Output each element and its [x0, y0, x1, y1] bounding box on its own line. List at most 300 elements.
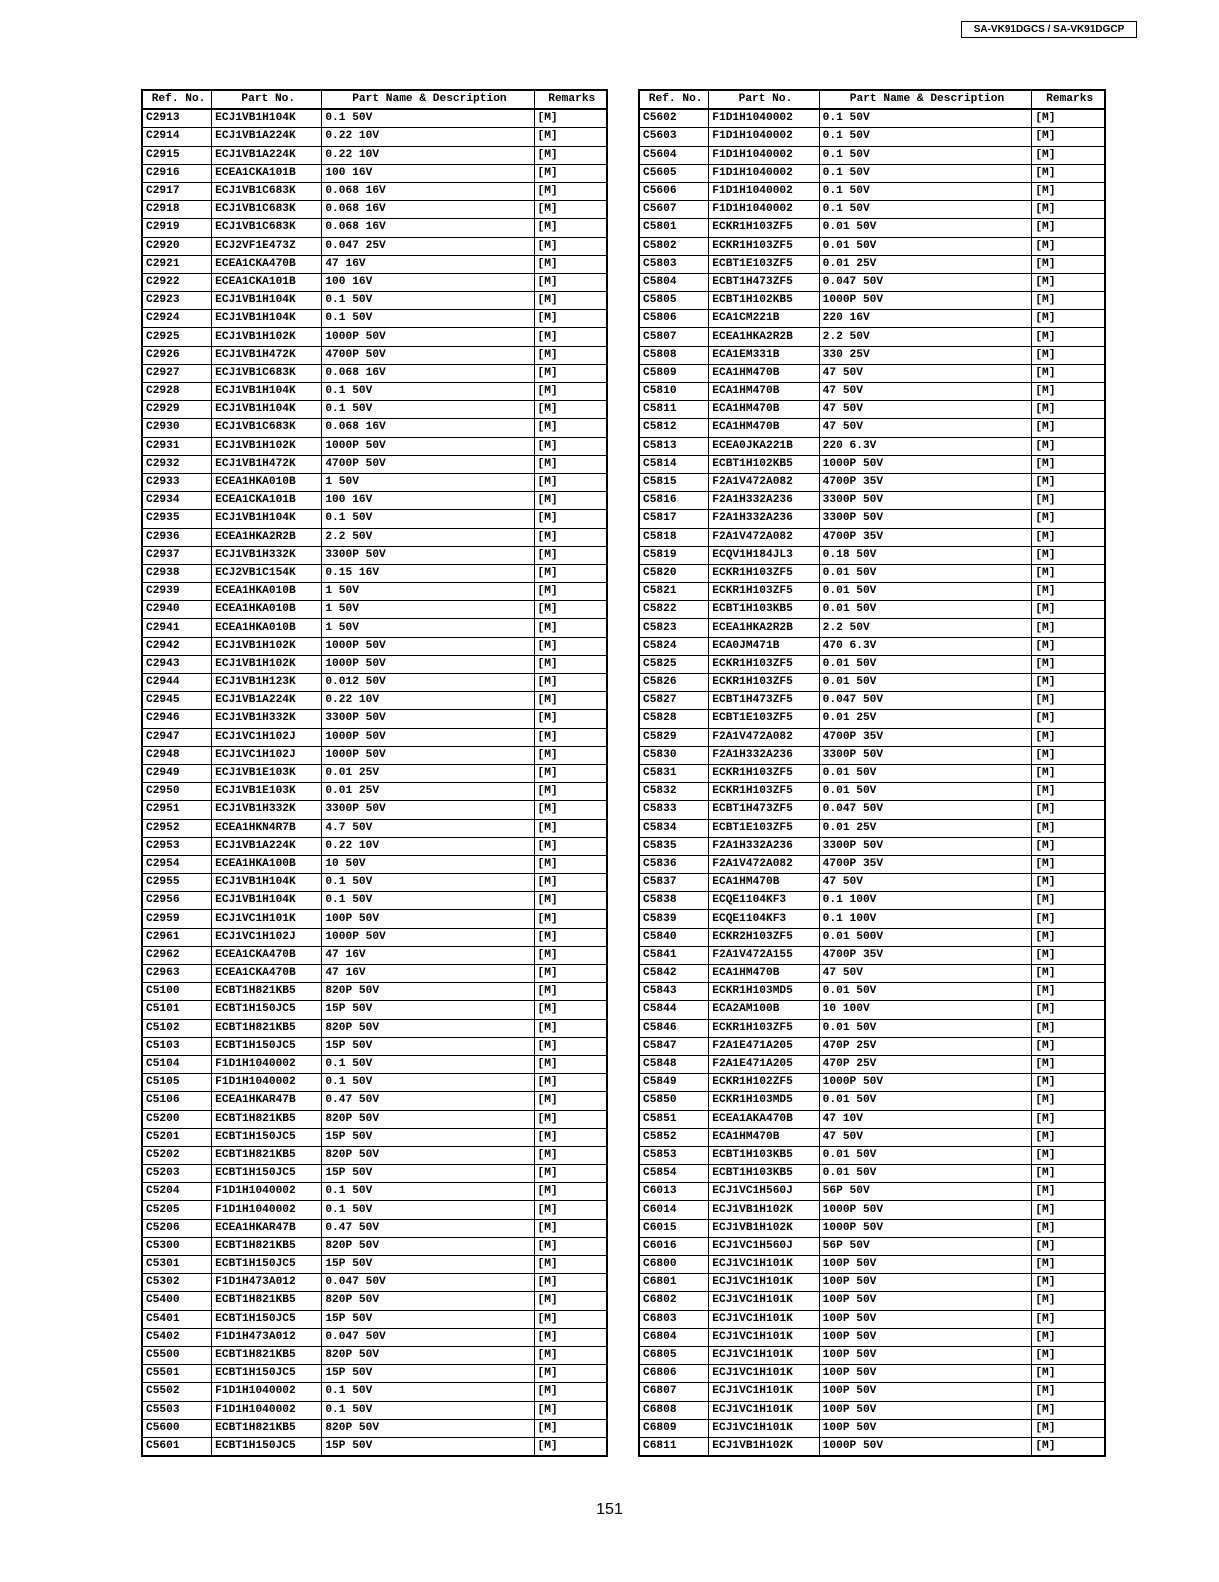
- part-no-cell: ECA1CM221B: [709, 310, 819, 328]
- part-no-cell: ECJ1VB1C683K: [212, 182, 322, 200]
- ref-no-cell: C2932: [142, 455, 212, 473]
- ref-no-cell: C2918: [142, 201, 212, 219]
- part-no-cell: ECBT1H150JC5: [212, 1037, 322, 1055]
- description-cell: 0.068 16V: [322, 364, 534, 382]
- table-row: [639, 328, 1105, 346]
- table-row: [639, 837, 1105, 855]
- remarks-cell: [M]: [534, 928, 607, 946]
- description-cell: 0.1 50V: [322, 1183, 534, 1201]
- parts-table-left: [141, 89, 608, 1457]
- part-no-cell: ECBT1H821KB5: [212, 1146, 322, 1164]
- table-row: [142, 910, 607, 928]
- remarks-cell: [M]: [534, 383, 607, 401]
- description-cell: 470P 25V: [819, 1055, 1032, 1073]
- description-cell: 0.1 50V: [322, 1201, 534, 1219]
- remarks-cell: [M]: [1032, 910, 1105, 928]
- table-row: [639, 1092, 1105, 1110]
- part-no-cell: ECEA1CKA470B: [212, 965, 322, 983]
- ref-no-cell: C2945: [142, 692, 212, 710]
- ref-no-cell: C2913: [142, 109, 212, 128]
- table-row: [639, 201, 1105, 219]
- remarks-cell: [M]: [534, 164, 607, 182]
- page-number: 151: [596, 1501, 623, 1518]
- description-cell: 4700P 35V: [819, 728, 1032, 746]
- table-row: [639, 783, 1105, 801]
- description-cell: 0.01 50V: [819, 764, 1032, 782]
- table-row: [142, 455, 607, 473]
- part-no-cell: ECJ1VB1E103K: [212, 783, 322, 801]
- description-cell: 100P 50V: [819, 1401, 1032, 1419]
- ref-no-cell: C5829: [639, 728, 709, 746]
- remarks-cell: [M]: [534, 401, 607, 419]
- ref-no-cell: C6805: [639, 1346, 709, 1364]
- table-row: [142, 328, 607, 346]
- part-no-cell: ECJ1VB1H102K: [709, 1219, 819, 1237]
- remarks-cell: [M]: [1032, 1055, 1105, 1073]
- part-no-cell: ECJ2VB1C154K: [212, 564, 322, 582]
- remarks-cell: [M]: [534, 146, 607, 164]
- remarks-cell: [M]: [1032, 783, 1105, 801]
- description-cell: 0.01 50V: [819, 783, 1032, 801]
- part-no-cell: ECQE1104KF3: [709, 910, 819, 928]
- ref-no-cell: C5841: [639, 946, 709, 964]
- table-row: [142, 1001, 607, 1019]
- table-row: [639, 419, 1105, 437]
- ref-no-cell: C6800: [639, 1256, 709, 1274]
- ref-no-cell: C2937: [142, 546, 212, 564]
- ref-no-cell: C2917: [142, 182, 212, 200]
- description-cell: 1000P 50V: [322, 328, 534, 346]
- remarks-cell: [M]: [1032, 219, 1105, 237]
- ref-no-cell: C2933: [142, 473, 212, 491]
- ref-no-cell: C5606: [639, 182, 709, 200]
- ref-no-cell: C2919: [142, 219, 212, 237]
- remarks-cell: [M]: [534, 892, 607, 910]
- part-no-cell: ECKR1H103ZF5: [709, 564, 819, 582]
- ref-no-cell: C5600: [142, 1419, 212, 1437]
- ref-no-cell: C5807: [639, 328, 709, 346]
- table-row: [639, 401, 1105, 419]
- table-row: [639, 546, 1105, 564]
- remarks-cell: [M]: [1032, 182, 1105, 200]
- table-row: [639, 801, 1105, 819]
- remarks-cell: [M]: [534, 1001, 607, 1019]
- ref-no-cell: C5848: [639, 1055, 709, 1073]
- part-no-cell: ECJ1VB1H472K: [212, 455, 322, 473]
- description-cell: 0.047 50V: [322, 1274, 534, 1292]
- ref-no-cell: C5832: [639, 783, 709, 801]
- part-no-cell: ECJ1VB1C683K: [212, 219, 322, 237]
- description-cell: 0.01 50V: [819, 983, 1032, 1001]
- ref-no-cell: C2942: [142, 637, 212, 655]
- ref-no-cell: C2929: [142, 401, 212, 419]
- ref-no-cell: C5824: [639, 637, 709, 655]
- remarks-cell: [M]: [1032, 946, 1105, 964]
- part-no-cell: ECJ1VB1H102K: [212, 437, 322, 455]
- ref-no-cell: C6014: [639, 1201, 709, 1219]
- part-no-cell: ECEA1HKA2R2B: [709, 328, 819, 346]
- part-no-cell: F2A1E471A205: [709, 1055, 819, 1073]
- description-cell: 0.1 100V: [819, 910, 1032, 928]
- part-no-cell: F1D1H1040002: [212, 1055, 322, 1073]
- header-remarks: Remarks: [1032, 90, 1105, 109]
- ref-no-cell: C5827: [639, 692, 709, 710]
- table-row: [639, 1383, 1105, 1401]
- table-row: [142, 764, 607, 782]
- description-cell: 100P 50V: [819, 1256, 1032, 1274]
- part-no-cell: ECBT1H103KB5: [709, 1146, 819, 1164]
- ref-no-cell: C5821: [639, 583, 709, 601]
- ref-no-cell: C2963: [142, 965, 212, 983]
- ref-no-cell: C2921: [142, 255, 212, 273]
- table-row: [639, 965, 1105, 983]
- part-no-cell: ECEA1HKA010B: [212, 583, 322, 601]
- remarks-cell: [M]: [1032, 146, 1105, 164]
- table-row: [142, 292, 607, 310]
- ref-no-cell: C5502: [142, 1383, 212, 1401]
- part-no-cell: ECBT1H150JC5: [212, 1256, 322, 1274]
- ref-no-cell: C5852: [639, 1128, 709, 1146]
- description-cell: 0.047 50V: [819, 273, 1032, 291]
- part-no-cell: F2A1V472A082: [709, 855, 819, 873]
- part-no-cell: ECEA1HKA010B: [212, 601, 322, 619]
- part-no-cell: ECJ1VB1C683K: [212, 201, 322, 219]
- part-no-cell: ECA1HM470B: [709, 965, 819, 983]
- remarks-cell: [M]: [1032, 855, 1105, 873]
- table-row: [142, 710, 607, 728]
- part-no-cell: ECJ1VB1H104K: [212, 310, 322, 328]
- table-row: [639, 455, 1105, 473]
- ref-no-cell: C5400: [142, 1292, 212, 1310]
- remarks-cell: [M]: [1032, 1219, 1105, 1237]
- ref-no-cell: C2938: [142, 564, 212, 582]
- remarks-cell: [M]: [534, 1092, 607, 1110]
- table-row: [142, 1256, 607, 1274]
- table-row: [639, 819, 1105, 837]
- table-row: [142, 492, 607, 510]
- description-cell: 0.1 100V: [819, 892, 1032, 910]
- description-cell: 56P 50V: [819, 1183, 1032, 1201]
- part-no-cell: ECEA1HKA2R2B: [212, 528, 322, 546]
- description-cell: 4700P 35V: [819, 855, 1032, 873]
- remarks-cell: [M]: [534, 310, 607, 328]
- description-cell: 1 50V: [322, 473, 534, 491]
- table-row: [142, 255, 607, 273]
- ref-no-cell: C5805: [639, 292, 709, 310]
- description-cell: 100 16V: [322, 164, 534, 182]
- ref-no-cell: C2928: [142, 383, 212, 401]
- ref-no-cell: C5205: [142, 1201, 212, 1219]
- ref-no-cell: C5603: [639, 128, 709, 146]
- table-row: [142, 219, 607, 237]
- part-no-cell: ECJ1VC1H101K: [709, 1401, 819, 1419]
- remarks-cell: [M]: [534, 1383, 607, 1401]
- ref-no-cell: C5804: [639, 273, 709, 291]
- remarks-cell: [M]: [1032, 164, 1105, 182]
- table-row: [142, 1092, 607, 1110]
- remarks-cell: [M]: [1032, 273, 1105, 291]
- remarks-cell: [M]: [1032, 346, 1105, 364]
- remarks-cell: [M]: [534, 583, 607, 601]
- remarks-cell: [M]: [534, 874, 607, 892]
- ref-no-cell: C5835: [639, 837, 709, 855]
- remarks-cell: [M]: [534, 1074, 607, 1092]
- description-cell: 4700P 50V: [322, 346, 534, 364]
- header-part-no: Part No.: [709, 90, 819, 109]
- description-cell: 0.22 10V: [322, 692, 534, 710]
- remarks-cell: [M]: [534, 728, 607, 746]
- table-row: [639, 255, 1105, 273]
- ref-no-cell: C5802: [639, 237, 709, 255]
- part-no-cell: ECKR1H103ZF5: [709, 583, 819, 601]
- description-cell: 3300P 50V: [819, 510, 1032, 528]
- table-row: [639, 182, 1105, 200]
- table-row: [639, 310, 1105, 328]
- part-no-cell: ECKR1H103ZF5: [709, 674, 819, 692]
- description-cell: 0.068 16V: [322, 182, 534, 200]
- description-cell: 100P 50V: [819, 1292, 1032, 1310]
- description-cell: 3300P 50V: [819, 837, 1032, 855]
- ref-no-cell: C5810: [639, 383, 709, 401]
- description-cell: 0.1 50V: [819, 109, 1032, 128]
- table-row: [142, 437, 607, 455]
- table-row: [639, 583, 1105, 601]
- part-no-cell: F1D1H1040002: [212, 1201, 322, 1219]
- part-no-cell: F1D1H1040002: [709, 164, 819, 182]
- part-no-cell: ECBT1H150JC5: [212, 1365, 322, 1383]
- ref-no-cell: C5105: [142, 1074, 212, 1092]
- part-no-cell: ECJ1VC1H102J: [212, 728, 322, 746]
- table-row: [639, 1055, 1105, 1073]
- part-no-cell: ECJ1VC1H101K: [709, 1310, 819, 1328]
- description-cell: 0.1 50V: [322, 1401, 534, 1419]
- ref-no-cell: C5837: [639, 874, 709, 892]
- description-cell: 47 50V: [819, 383, 1032, 401]
- part-no-cell: ECKR1H103ZF5: [709, 783, 819, 801]
- part-no-cell: ECBT1H103KB5: [709, 601, 819, 619]
- part-no-cell: ECA1HM470B: [709, 419, 819, 437]
- table-row: [142, 874, 607, 892]
- remarks-cell: [M]: [534, 1274, 607, 1292]
- ref-no-cell: C5300: [142, 1237, 212, 1255]
- part-no-cell: ECBT1H821KB5: [212, 983, 322, 1001]
- parts-table-right: [638, 89, 1106, 1457]
- description-cell: 2.2 50V: [322, 528, 534, 546]
- part-no-cell: F2A1V472A082: [709, 473, 819, 491]
- part-no-cell: F2A1V472A082: [709, 528, 819, 546]
- remarks-cell: [M]: [534, 564, 607, 582]
- table-row: [639, 855, 1105, 873]
- table-header-row: [142, 90, 607, 109]
- remarks-cell: [M]: [534, 1019, 607, 1037]
- part-no-cell: ECBT1H821KB5: [212, 1346, 322, 1364]
- part-no-cell: ECBT1H102KB5: [709, 455, 819, 473]
- part-no-cell: ECA1HM470B: [709, 383, 819, 401]
- remarks-cell: [M]: [534, 473, 607, 491]
- description-cell: 0.1 50V: [322, 1383, 534, 1401]
- remarks-cell: [M]: [534, 837, 607, 855]
- part-no-cell: ECEA1HKA010B: [212, 473, 322, 491]
- table-row: [142, 201, 607, 219]
- table-row: [142, 364, 607, 382]
- description-cell: 0.01 50V: [819, 601, 1032, 619]
- description-cell: 1000P 50V: [819, 292, 1032, 310]
- description-cell: 1 50V: [322, 619, 534, 637]
- ref-no-cell: C5830: [639, 746, 709, 764]
- description-cell: 0.1 50V: [322, 874, 534, 892]
- description-cell: 0.1 50V: [322, 510, 534, 528]
- description-cell: 3300P 50V: [322, 801, 534, 819]
- description-cell: 470 6.3V: [819, 637, 1032, 655]
- ref-no-cell: C5812: [639, 419, 709, 437]
- table-row: [142, 1201, 607, 1219]
- part-no-cell: F1D1H473A012: [212, 1274, 322, 1292]
- remarks-cell: [M]: [1032, 1256, 1105, 1274]
- part-no-cell: F1D1H1040002: [212, 1074, 322, 1092]
- table-row: [639, 1001, 1105, 1019]
- part-no-cell: ECBT1H473ZF5: [709, 692, 819, 710]
- description-cell: 15P 50V: [322, 1365, 534, 1383]
- ref-no-cell: C5828: [639, 710, 709, 728]
- table-row: [142, 546, 607, 564]
- table-row: [142, 1310, 607, 1328]
- part-no-cell: ECBT1E103ZF5: [709, 255, 819, 273]
- remarks-cell: [M]: [1032, 292, 1105, 310]
- part-no-cell: ECBT1H821KB5: [212, 1110, 322, 1128]
- description-cell: 15P 50V: [322, 1165, 534, 1183]
- table-row: [142, 346, 607, 364]
- table-row: [142, 1219, 607, 1237]
- part-no-cell: ECJ1VB1A224K: [212, 128, 322, 146]
- description-cell: 2.2 50V: [819, 619, 1032, 637]
- table-row: [142, 1346, 607, 1364]
- remarks-cell: [M]: [1032, 1346, 1105, 1364]
- part-no-cell: ECA1HM470B: [709, 364, 819, 382]
- remarks-cell: [M]: [534, 819, 607, 837]
- remarks-cell: [M]: [534, 419, 607, 437]
- description-cell: 0.01 25V: [819, 255, 1032, 273]
- remarks-cell: [M]: [534, 674, 607, 692]
- remarks-cell: [M]: [1032, 1183, 1105, 1201]
- ref-no-cell: C2944: [142, 674, 212, 692]
- description-cell: 1000P 50V: [322, 437, 534, 455]
- remarks-cell: [M]: [1032, 637, 1105, 655]
- remarks-cell: [M]: [534, 437, 607, 455]
- remarks-cell: [M]: [534, 292, 607, 310]
- part-no-cell: ECJ1VC1H102J: [212, 928, 322, 946]
- part-no-cell: ECBT1H821KB5: [212, 1419, 322, 1437]
- description-cell: 0.01 50V: [819, 237, 1032, 255]
- table-row: [142, 1383, 607, 1401]
- description-cell: 100P 50V: [819, 1328, 1032, 1346]
- table-row: [142, 1019, 607, 1037]
- ref-no-cell: C5849: [639, 1074, 709, 1092]
- table-row: [142, 655, 607, 673]
- part-no-cell: ECJ1VB1A224K: [212, 146, 322, 164]
- ref-no-cell: C5820: [639, 564, 709, 582]
- ref-no-cell: C5809: [639, 364, 709, 382]
- table-row: [639, 146, 1105, 164]
- part-no-cell: ECBT1H821KB5: [212, 1292, 322, 1310]
- ref-no-cell: C6802: [639, 1292, 709, 1310]
- part-no-cell: ECJ1VC1H101K: [709, 1328, 819, 1346]
- ref-no-cell: C5200: [142, 1110, 212, 1128]
- ref-no-cell: C5831: [639, 764, 709, 782]
- description-cell: 100P 50V: [819, 1310, 1032, 1328]
- description-cell: 0.1 50V: [819, 164, 1032, 182]
- part-no-cell: ECA1HM470B: [709, 874, 819, 892]
- part-no-cell: ECBT1H103KB5: [709, 1165, 819, 1183]
- remarks-cell: [M]: [534, 946, 607, 964]
- part-no-cell: ECBT1H150JC5: [212, 1437, 322, 1456]
- remarks-cell: [M]: [534, 1365, 607, 1383]
- table-row: [639, 1201, 1105, 1219]
- remarks-cell: [M]: [534, 546, 607, 564]
- description-cell: 47 50V: [819, 419, 1032, 437]
- ref-no-cell: C5815: [639, 473, 709, 491]
- description-cell: 0.1 50V: [322, 383, 534, 401]
- table-row: [639, 655, 1105, 673]
- part-no-cell: ECJ1VB1H102K: [212, 655, 322, 673]
- table-row: [639, 1237, 1105, 1255]
- table-row: [639, 637, 1105, 655]
- table-row: [142, 1365, 607, 1383]
- remarks-cell: [M]: [1032, 983, 1105, 1001]
- ref-no-cell: C5819: [639, 546, 709, 564]
- ref-no-cell: C5844: [639, 1001, 709, 1019]
- part-no-cell: ECBT1H102KB5: [709, 292, 819, 310]
- table-row: [142, 1419, 607, 1437]
- part-no-cell: F2A1H332A236: [709, 510, 819, 528]
- remarks-cell: [M]: [534, 692, 607, 710]
- description-cell: 0.1 50V: [819, 182, 1032, 200]
- description-cell: 10 50V: [322, 855, 534, 873]
- description-cell: 0.22 10V: [322, 837, 534, 855]
- ref-no-cell: C5847: [639, 1037, 709, 1055]
- ref-no-cell: C6016: [639, 1237, 709, 1255]
- remarks-cell: [M]: [1032, 383, 1105, 401]
- remarks-cell: [M]: [534, 1256, 607, 1274]
- table-row: [142, 1183, 607, 1201]
- description-cell: 0.47 50V: [322, 1219, 534, 1237]
- ref-no-cell: C6801: [639, 1274, 709, 1292]
- table-row: [639, 1419, 1105, 1437]
- part-no-cell: ECKR1H103MD5: [709, 983, 819, 1001]
- remarks-cell: [M]: [1032, 546, 1105, 564]
- description-cell: 330 25V: [819, 346, 1032, 364]
- ref-no-cell: C2941: [142, 619, 212, 637]
- description-cell: 0.1 50V: [322, 401, 534, 419]
- description-cell: 100P 50V: [322, 910, 534, 928]
- part-no-cell: ECJ1VB1H472K: [212, 346, 322, 364]
- table-row: [639, 1365, 1105, 1383]
- description-cell: 0.01 25V: [819, 819, 1032, 837]
- table-row: [639, 1110, 1105, 1128]
- remarks-cell: [M]: [1032, 1401, 1105, 1419]
- remarks-cell: [M]: [1032, 109, 1105, 128]
- remarks-cell: [M]: [1032, 583, 1105, 601]
- ref-no-cell: C5605: [639, 164, 709, 182]
- remarks-cell: [M]: [1032, 1274, 1105, 1292]
- part-no-cell: ECJ1VB1H102K: [709, 1201, 819, 1219]
- description-cell: 0.01 50V: [819, 219, 1032, 237]
- description-cell: 1000P 50V: [322, 746, 534, 764]
- description-cell: 1000P 50V: [322, 637, 534, 655]
- table-row: [142, 783, 607, 801]
- table-row: [639, 1183, 1105, 1201]
- ref-no-cell: C2946: [142, 710, 212, 728]
- ref-no-cell: C2940: [142, 601, 212, 619]
